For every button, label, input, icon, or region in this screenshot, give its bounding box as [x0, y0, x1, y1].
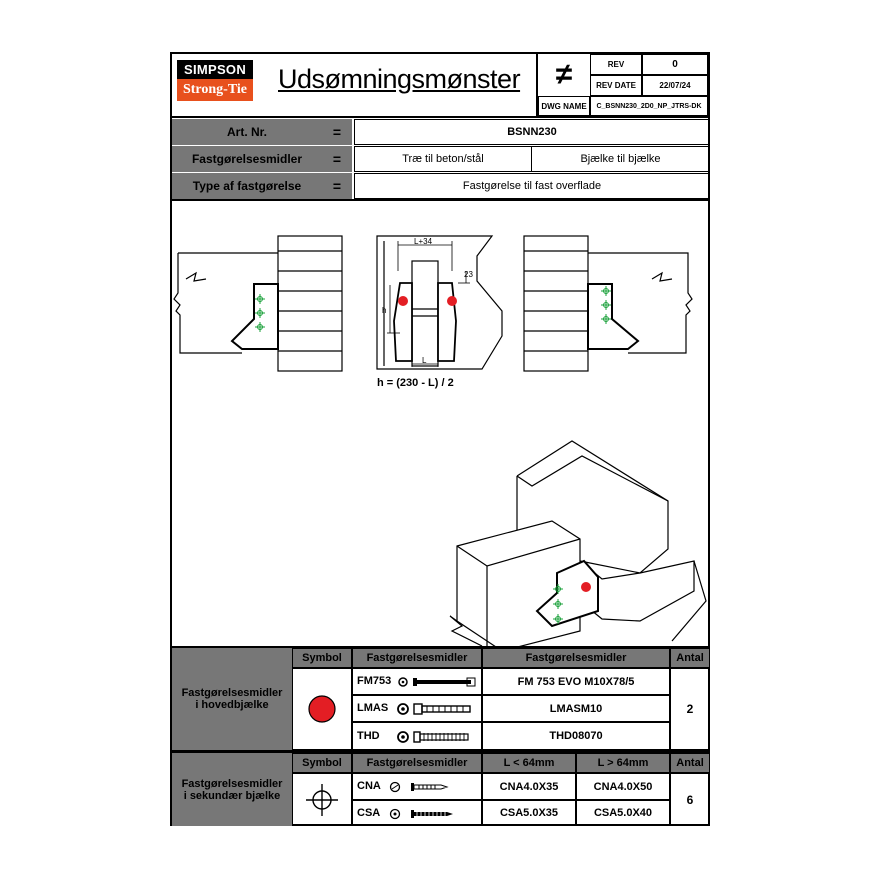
- secondary-row-cna: [352, 773, 482, 800]
- art-equals: =: [332, 124, 342, 140]
- main-col-fast-2: Fastgørelsesmidler: [482, 648, 670, 668]
- technical-drawing: [172, 201, 708, 646]
- main-code-lmas: LMAS: [357, 702, 389, 714]
- secondary-col-large: L > 64mm: [576, 753, 670, 773]
- art-value: BSNN230: [354, 119, 710, 145]
- secondary-csa-small: CSA5.0X35: [482, 800, 576, 826]
- secondary-group-label-line2: i sekundær bjælke: [183, 789, 281, 802]
- fast-value-2: Bjælke til bjælke: [531, 146, 710, 172]
- header-bottom-line: [172, 116, 708, 118]
- rev-date-label: REV DATE: [590, 75, 642, 96]
- fast-row-label-bg: [172, 146, 352, 172]
- dwg-name-value: C_BSNN230_2D0_NP_JTRS-DK: [590, 96, 708, 116]
- fast-label: Fastgørelsesmidler: [191, 152, 303, 166]
- type-label: Type af fastgørelse: [192, 179, 302, 193]
- secondary-symbol-cell: [292, 773, 352, 826]
- main-product-thd: THD08070: [482, 722, 670, 750]
- page-title: Udsømningsmønster: [278, 64, 521, 94]
- wood-screw-icon: [389, 807, 479, 821]
- anchor-marker-right: [447, 296, 457, 306]
- isometric-view: [450, 441, 706, 646]
- main-group-label-line2: i hovedbjælke: [195, 699, 269, 711]
- secondary-cna-small: CNA4.0X35: [482, 773, 576, 800]
- anchor-bolt-icon: [397, 675, 479, 689]
- dwg-name-label: DWG NAME: [538, 96, 590, 116]
- nail-crosshair-icon: [304, 782, 340, 818]
- main-row-thd: [352, 722, 482, 750]
- main-code-fm753: FM753: [357, 675, 392, 687]
- fast-value-1: Træ til beton/stål: [354, 146, 532, 172]
- secondary-col-antal: Antal: [670, 753, 710, 773]
- main-row-fm753: [352, 668, 482, 695]
- secondary-group-label: [172, 753, 292, 826]
- not-equal-symbol: ≠: [555, 58, 573, 91]
- dim-top-label: L+34: [414, 237, 433, 246]
- screw-anchor-icon: [397, 701, 479, 717]
- main-product-fm753: FM 753 EVO M10X78/5: [482, 668, 670, 695]
- art-row-label-bg: [172, 119, 352, 145]
- type-equals: =: [332, 178, 342, 194]
- main-code-thd: THD: [357, 730, 380, 742]
- main-antal-value: 2: [670, 668, 710, 750]
- main-product-lmas: LMASM10: [482, 695, 670, 722]
- anchor-marker-iso: [581, 582, 591, 592]
- dim-h-label: h: [382, 306, 387, 315]
- main-col-antal: Antal: [670, 648, 710, 668]
- type-value: Fastgørelse til fast overflade: [354, 173, 710, 199]
- art-label: Art. Nr.: [226, 125, 267, 139]
- front-view: [377, 236, 502, 369]
- secondary-col-small: L < 64mm: [482, 753, 576, 773]
- type-row-label-bg: [172, 173, 352, 199]
- concrete-screw-icon: [397, 729, 479, 745]
- main-col-fast-1: Fastgørelsesmidler: [352, 648, 482, 668]
- secondary-code-cna: CNA: [357, 780, 381, 792]
- dim-side-label: 23: [464, 270, 473, 279]
- secondary-code-csa: CSA: [357, 807, 381, 819]
- dim-bottom-label: L: [422, 356, 427, 365]
- left-side-view: [174, 236, 342, 371]
- rev-label: REV: [590, 54, 642, 75]
- main-row-lmas: [352, 695, 482, 722]
- rev-date-value: 22/07/24: [642, 75, 708, 96]
- drawing-sheet: [170, 52, 710, 826]
- ring-nail-icon: [389, 780, 479, 794]
- secondary-antal-value: 6: [670, 773, 710, 826]
- secondary-col-symbol: Symbol: [292, 753, 352, 773]
- main-col-symbol: Symbol: [292, 648, 352, 668]
- secondary-col-fast: Fastgørelsesmidler: [352, 753, 482, 773]
- anchor-symbol-icon: [307, 694, 337, 724]
- anchor-marker-left: [398, 296, 408, 306]
- rev-value: 0: [642, 54, 708, 75]
- main-group-label-line1: Fastgørelsesmidler: [181, 687, 283, 699]
- secondary-cna-large: CNA4.0X50: [576, 773, 670, 800]
- main-symbol-cell: [292, 668, 352, 750]
- brand-logo-bottom: Strong-Tie: [177, 79, 253, 101]
- height-formula: h = (230 - L) / 2: [377, 377, 454, 389]
- secondary-csa-large: CSA5.0X40: [576, 800, 670, 826]
- secondary-group-label-line1: Fastgørelsesmidler: [181, 777, 283, 790]
- brand-logo-top: SIMPSON: [177, 60, 253, 79]
- fast-equals: =: [332, 151, 342, 167]
- main-group-label: [172, 648, 292, 750]
- secondary-row-csa: [352, 800, 482, 826]
